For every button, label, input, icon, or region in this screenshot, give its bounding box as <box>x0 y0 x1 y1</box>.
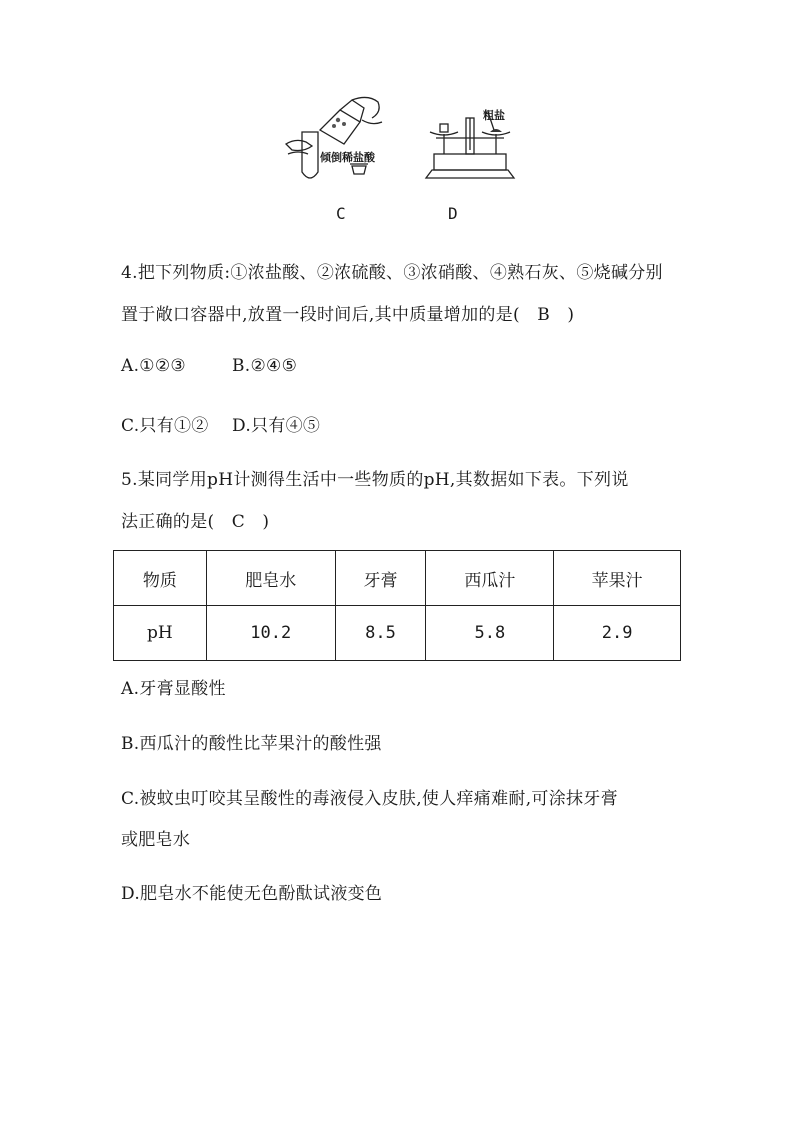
q5-option-c-line2: 或肥皂水 <box>121 830 191 850</box>
q5-option-d: D.肥皂水不能使无色酚酞试液变色 <box>121 884 383 904</box>
q5-option-b: B.西瓜汁的酸性比苹果汁的酸性强 <box>121 734 382 754</box>
q5-stem-line1: 5.某同学用pH计测得生活中一些物质的pH,其数据如下表。下列说 <box>121 470 629 490</box>
figure-d-caption: 粗盐 <box>483 109 505 122</box>
q5-option-a: A.牙膏显酸性 <box>121 679 226 699</box>
figure-label-d: D <box>448 204 458 223</box>
ph-table <box>113 550 681 661</box>
table-cell: 8.5 <box>335 606 426 661</box>
figure-c-caption: 倾倒稀盐酸 <box>320 151 375 164</box>
table-row <box>114 606 681 661</box>
table-cell: 10.2 <box>206 606 335 661</box>
q5-stem-line2: 法正确的是( C ) <box>121 512 270 532</box>
table-cell: 物质 <box>114 551 207 606</box>
q4-option-b: B.②④⑤ <box>232 356 298 376</box>
table-cell: 2.9 <box>554 606 681 661</box>
figure-c-pouring <box>282 92 392 187</box>
table-header-row <box>114 551 681 606</box>
q4-option-c: C.只有①② <box>121 416 209 436</box>
table-cell: pH <box>114 606 207 661</box>
q4-option-a: A.①②③ <box>121 356 186 376</box>
figure-label-c: C <box>336 204 346 223</box>
table-cell: 苹果汁 <box>554 551 681 606</box>
q5-option-c-line1: C.被蚊虫叮咬其呈酸性的毒液侵入皮肤,使人痒痛难耐,可涂抹牙膏 <box>121 789 618 809</box>
q4-option-d: D.只有④⑤ <box>232 416 321 436</box>
table-cell: 肥皂水 <box>206 551 335 606</box>
q4-stem-line1: 4.把下列物质:①浓盐酸、②浓硫酸、③浓硝酸、④熟石灰、⑤烧碱分别 <box>121 263 663 283</box>
table-cell: 西瓜汁 <box>426 551 554 606</box>
table-cell: 5.8 <box>426 606 554 661</box>
table-cell: 牙膏 <box>335 551 426 606</box>
q4-stem-line2: 置于敞口容器中,放置一段时间后,其中质量增加的是( B ) <box>121 305 575 325</box>
